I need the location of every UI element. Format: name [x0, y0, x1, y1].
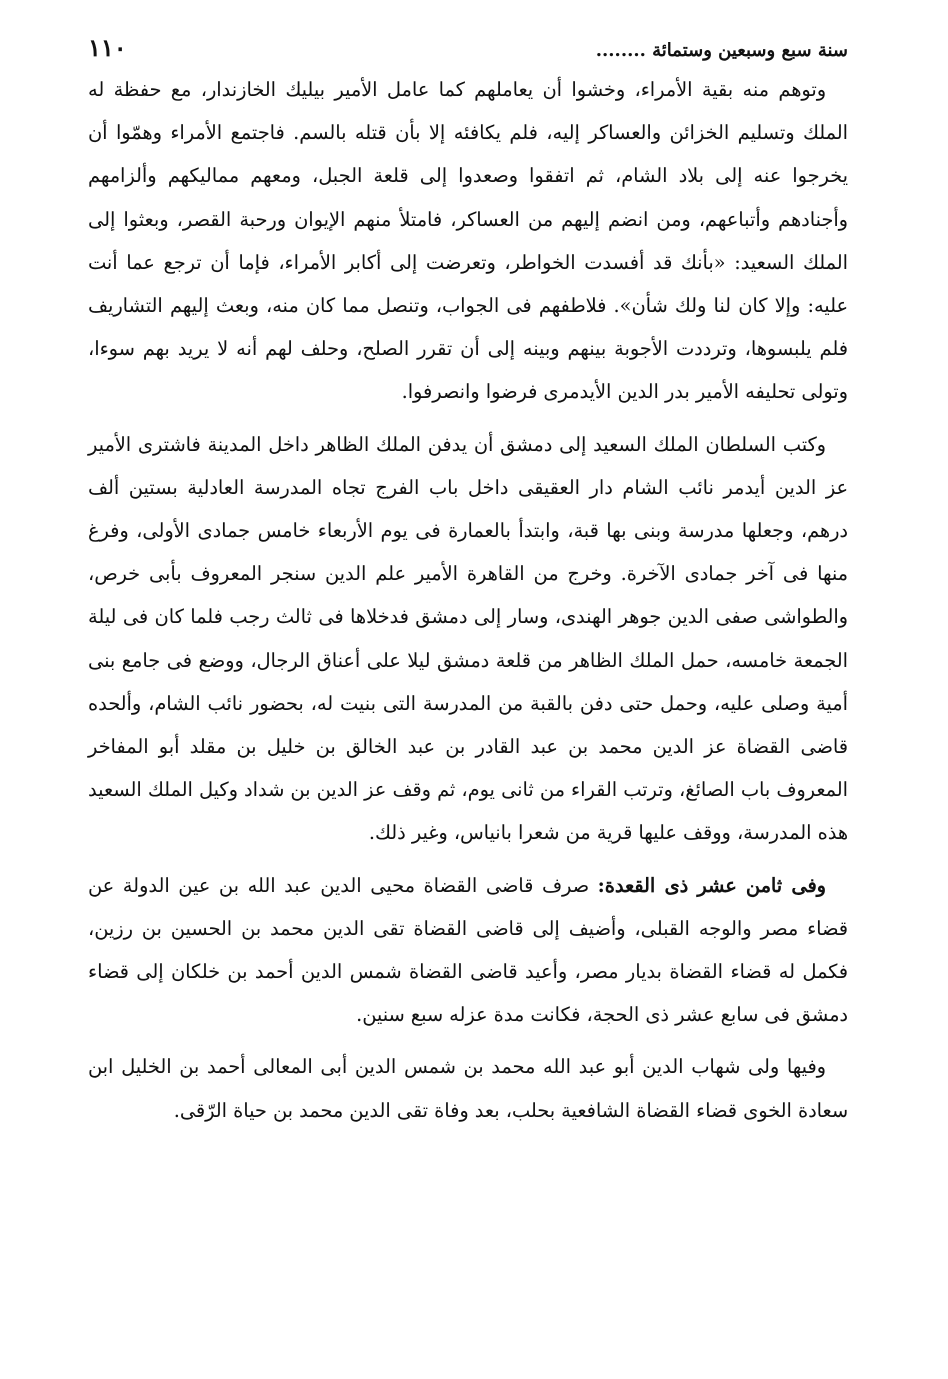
paragraph-4-text: وفيها ولى شهاب الدين أبو عبد الله محمد بن شمس الدين أبى المعالى أحمد بن الخليل ابن سعادة الخوى قضاء القضاة الشافعية بحلب، بعد وفاة تقى الدين محمد بن حياة الرّقى. — [88, 1055, 848, 1122]
paragraph-2 — [88, 423, 848, 855]
page-number: ١١٠ — [88, 33, 127, 62]
paragraph-1 — [88, 68, 848, 414]
paragraph-1-text: وتوهم منه بقية الأمراء، وخشوا أن يعاملهم كما عامل الأمير بيليك الخازندار، مع حفظة له الملك وتسليم الخزائن والعساكر إليه، فلم يكافئه إلا بأن قتله بالسم. فاجتمع الأمراء وهمّوا أن يخرجوا عنه إلى بلاد الشام، ثم اتفقوا وصعدوا إلى قلعة الجبل، ومعهم مماليكهم وألزامهم وأجنادهم وأتباعهم، ومن انضم إليهم من العساكر، فامتلأ منهم الإيوان ورحبة القصر، وبعثوا إلى الملك السعيد: «بأنك قد أفسدت الخواطر، وتعرضت إلى أكابر الأمراء، فإما أن ترجع عما أنت عليه: وإلا كان لنا ولك شأن». فلاطفهم فى الجواب، وتنصل مما كان منه، وبعث إليهم التشاريف فلم يلبسوها، وترددت الأجوبة بينهم وبينه إلى أن تقرر الصلح، وحلف لهم أنه لا يريد بهم سوءا، وتولى تحليفه الأمير بدر الدين الأيدمرى فرضوا وانصرفوا. — [88, 78, 848, 404]
body-text — [88, 68, 848, 1132]
header-title: سنة سبع وسبعين وستمائة ........ — [595, 40, 848, 61]
paragraph-2-text: وكتب السلطان الملك السعيد إلى دمشق أن يدفن الملك الظاهر داخل المدينة فاشترى الأمير عز الدين أيدمر نائب الشام دار العقيقى داخل باب الفرج تجاه المدرسة العادلية بستين ألف درهم، وجعلها مدرسة وبنى بها قبة، وابتدأ بالعمارة فى يوم الأربعاء خامس جمادى الأولى، وفرغ منها فى آخر جمادى الآخرة. وخرج من القاهرة الأمير علم الدين سنجر المعروف بأبى خرص، والطواشى صفى الدين جوهر الهندى، وسار إلى دمشق فدخلاها فى ثالث رجب فلما كان فى ليلة الجمعة خامسه، حمل الملك الظاهر من قلعة دمشق ليلا على أعناق الرجال، ووضع فى جامع بنى أمية وصلى عليه، وحمل حتى دفن بالقبة من المدرسة التى بنيت له، بحضور نائب الشام، وألحده قاضى القضاة عز الدين محمد بن عبد القادر بن عبد الخالق بن خليل بن مقلد أبو المفاخر المعروف باب الصائغ، وترتب القراء من ثانى يوم، ثم وقف عز الدين بن شداد وكيل الملك السعيد هذه المدرسة، ووقف عليها قرية من شعرا بانياس، وغير ذلك. — [88, 432, 848, 845]
running-header — [88, 28, 848, 68]
paragraph-4 — [88, 1045, 848, 1131]
document-page — [88, 28, 848, 1132]
paragraph-3 — [88, 864, 848, 1037]
paragraph-3-lead: وفى ثامن عشر ذى القعدة: — [597, 873, 826, 897]
paragraph-3-text: صرف قاضى القضاة محيى الدين عبد الله بن عين الدولة عن قضاء مصر والوجه القبلى، وأضيف إلى قاضى القضاة تقى الدين محمد بن الحسين بن رزين، فكمل له قضاء القضاة بديار مصر، وأعيد قاضى القضاة شمس الدين أحمد بن خلكان إلى قضاء دمشق فى سابع عشر ذى الحجة، فكانت مدة عزله سبع سنين. — [88, 873, 848, 1027]
